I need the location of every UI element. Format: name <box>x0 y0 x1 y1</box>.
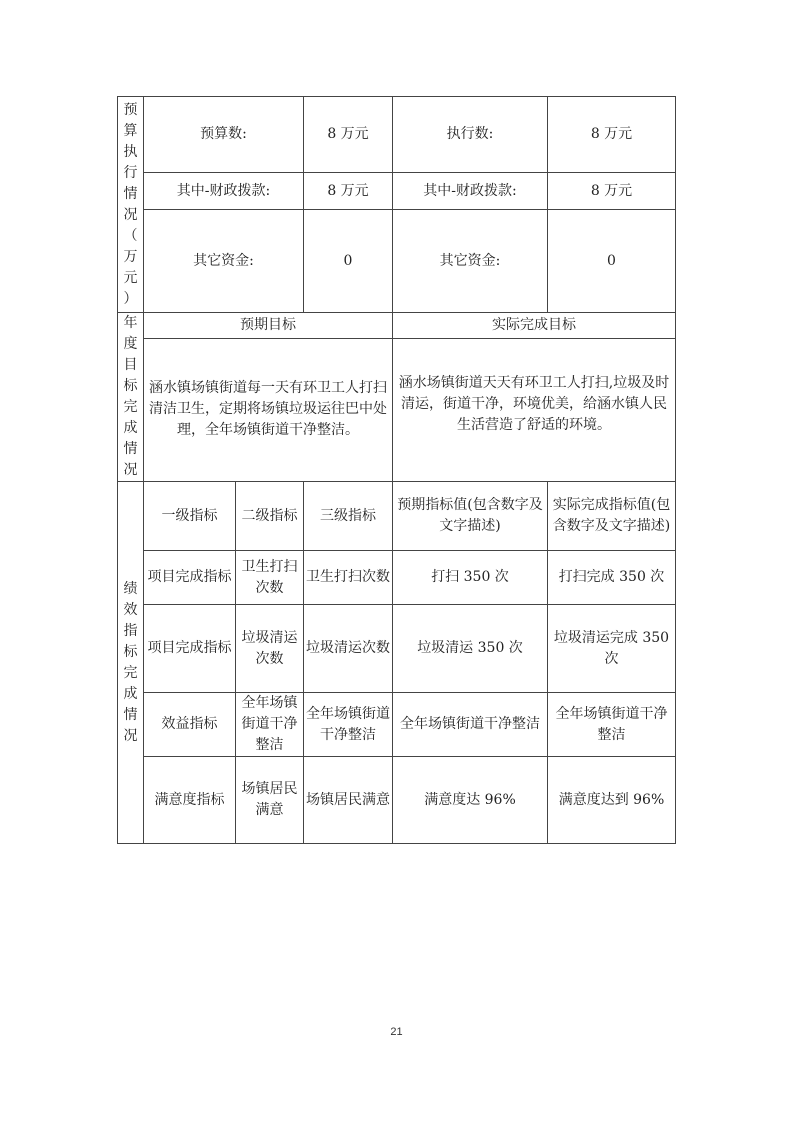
table-row <box>118 757 676 844</box>
cell-level2: 全年场镇街道干净整洁 <box>236 693 304 757</box>
expected-goal-header: 预期目标 <box>144 313 393 339</box>
cell-actual: 打扫完成 350 次 <box>548 551 676 605</box>
cell-level2: 卫生打扫次数 <box>236 551 304 605</box>
cell-expected: 打扫 350 次 <box>393 551 548 605</box>
page-number: 21 <box>390 1026 403 1038</box>
cell-level1: 效益指标 <box>144 693 236 757</box>
budget-fiscal-label: 其中-财政拨款: <box>144 173 304 210</box>
cell-expected: 垃圾清运 350 次 <box>393 605 548 693</box>
header-expected-value: 预期指标值(包含数字及文字描述) <box>393 482 548 551</box>
execution-label: 执行数: <box>393 97 548 173</box>
cell-level3: 垃圾清运次数 <box>304 605 393 693</box>
table-row <box>118 551 676 605</box>
budget-value: 8 万元 <box>304 97 393 173</box>
performance-evaluation-table <box>117 96 676 844</box>
cell-actual: 满意度达到 96% <box>548 757 676 844</box>
budget-other-value: 0 <box>304 210 393 313</box>
expected-goal-text: 涵水镇场镇街道每一天有环卫工人打扫清洁卫生，定期将场镇垃圾运往巴中处理，全年场镇街道干净整洁。 <box>144 338 393 481</box>
cell-level3: 场镇居民满意 <box>304 757 393 844</box>
header-level3: 三级指标 <box>304 482 393 551</box>
cell-expected: 全年场镇街道干净整洁 <box>393 693 548 757</box>
cell-actual: 垃圾清运完成 350 次 <box>548 605 676 693</box>
cell-level3: 卫生打扫次数 <box>304 551 393 605</box>
annual-goal-section-label: 年度目标完成情况 <box>118 313 144 482</box>
cell-level1: 项目完成指标 <box>144 605 236 693</box>
cell-level1: 项目完成指标 <box>144 551 236 605</box>
header-level2: 二级指标 <box>236 482 304 551</box>
execution-value: 8 万元 <box>548 97 676 173</box>
execution-other-value: 0 <box>548 210 676 313</box>
cell-actual: 全年场镇街道干净整洁 <box>548 693 676 757</box>
actual-goal-header: 实际完成目标 <box>393 313 676 339</box>
budget-fiscal-value: 8 万元 <box>304 173 393 210</box>
header-level1: 一级指标 <box>144 482 236 551</box>
performance-section-label: 绩效指标完成情况 <box>118 482 144 844</box>
cell-level2: 场镇居民满意 <box>236 757 304 844</box>
execution-fiscal-label: 其中-财政拨款: <box>393 173 548 210</box>
table-row <box>118 693 676 757</box>
execution-other-label: 其它资金: <box>393 210 548 313</box>
budget-section-label: 预算执行情况（万元） <box>118 97 144 313</box>
actual-goal-text: 涵水场镇街道天天有环卫工人打扫,垃圾及时清运，街道干净，环境优美，给涵水镇人民生活营造了舒适的环境。 <box>393 338 676 481</box>
header-actual-value: 实际完成指标值(包含数字及文字描述) <box>548 482 676 551</box>
execution-fiscal-value: 8 万元 <box>548 173 676 210</box>
cell-level2: 垃圾清运次数 <box>236 605 304 693</box>
cell-level3: 全年场镇街道干净整洁 <box>304 693 393 757</box>
cell-level1: 满意度指标 <box>144 757 236 844</box>
budget-label: 预算数: <box>144 97 304 173</box>
table-row <box>118 605 676 693</box>
cell-expected: 满意度达 96% <box>393 757 548 844</box>
budget-other-label: 其它资金: <box>144 210 304 313</box>
